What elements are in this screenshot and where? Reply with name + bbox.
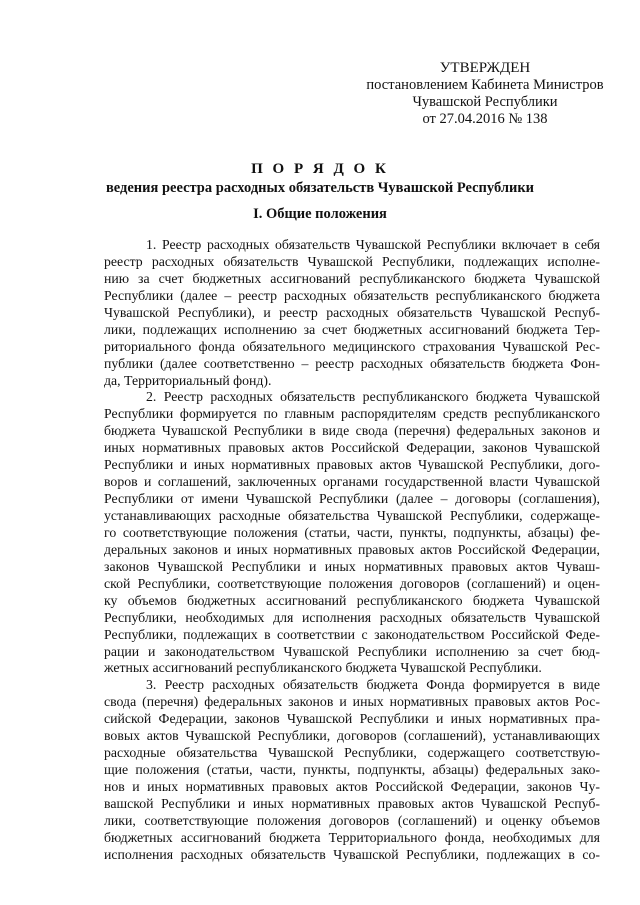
paragraph-line: реестр расходных обязательств Чувашской Республики, подлежащих исполне- (104, 253, 600, 269)
paragraph-line: риториального фонда обязательного медицинского страхования Чувашской Рес- (104, 338, 600, 354)
paragraph-line: Республики и иных нормативных правовых актов Чувашской Республики, дого- (104, 457, 600, 473)
title-main: П О Р Я Д О К (251, 161, 389, 177)
paragraph-line: бюджетных ассигнований бюджета Территориального фонда, необходимых для (104, 829, 600, 845)
paragraph-line: устанавливающих расходные обязательства Чувашской Республики, содержаще- (104, 508, 600, 523)
approval-line: Чувашской Республики (412, 94, 558, 110)
paragraph-line: рации и законодательством Чувашской Республики исполнению за счет бюд- (104, 643, 600, 659)
paragraph-line: Республики, подлежащих в соответствии с законодательством Российской Феде- (104, 626, 600, 642)
paragraph-line: да, Территориальный фонд). (104, 372, 272, 388)
paragraph-line: свода (перечня) федеральных законов и иных нормативных правовых актов Рос- (104, 694, 600, 710)
paragraph-line: Республики, необходимых для исполнения расходных обязательств Чувашской (104, 609, 600, 625)
paragraph-line: сийской Федерации, законов Чувашской Республики и иных нормативных пра- (104, 711, 600, 727)
paragraph-line: Республики от имени Чувашской Республики (далее – договоры (соглашения), (104, 491, 600, 507)
paragraph-line: воров и соглашений, заключенных органами государственной власти Чувашской (104, 474, 600, 490)
paragraph-line: Республики (далее – реестр расходных обязательств республиканского бюджета (104, 287, 600, 303)
document-body (104, 237, 600, 864)
paragraph-line: деральных законов и иных нормативных правовых актов Российской Федерации, (104, 541, 600, 557)
paragraph-line: ской Республики, соответствующие положения договоров (соглашений) и оцен- (104, 575, 600, 591)
paragraph-line: публики (далее соответственно – реестр расходных обязательств бюджета Фон- (104, 355, 600, 371)
approval-line: постановлением Кабинета Министров (366, 77, 604, 93)
paragraph-line: щие положения (статьи, части, пункты, подпункты, абзацы) федеральных зако- (104, 762, 600, 778)
paragraph-line: лики, соответствующие положения договоров (соглашений) и оценку объемов (104, 812, 600, 828)
document-title (80, 160, 560, 198)
approval-block (360, 60, 610, 128)
paragraph-line: бюджета Чувашской Республики в виде свода (перечня) федеральных законов и (104, 423, 600, 439)
paragraph-line: го соответствующие положения (статьи, части, пункты, подпункты, абзацы) фе- (104, 524, 600, 540)
section-title: I. Общие положения (253, 206, 387, 222)
approval-line: от 27.04.2016 № 138 (422, 111, 548, 127)
paragraph-line: ку объемов бюджетных ассигнований республиканского бюджета Чувашской (104, 592, 600, 608)
paragraph-line: иных нормативных правовых актов Российской Федерации, законов Чувашской (104, 440, 600, 456)
paragraph-line: жетных ассигнований республиканского бюджета Чувашской Республики. (104, 660, 542, 676)
paragraph-line: вовых актов Чувашской Республики, договоров (соглашений), устанавливающих (104, 728, 600, 744)
paragraph-line: 3. Реестр расходных обязательств бюджета Фонда формируется в виде (146, 677, 600, 693)
paragraph-line: нов и иных нормативных правовых актов Российской Федерации, законов Чу- (104, 779, 600, 794)
paragraph-line: 2. Реестр расходных обязательств республиканского бюджета Чувашской (146, 389, 600, 405)
paragraph-line: исполнения расходных обязательств Чувашской Республики, подлежащих в со- (104, 846, 600, 862)
paragraph-line: законов Чувашской Республики и иных нормативных правовых актов Чуваш- (104, 558, 600, 574)
approval-heading: УТВЕРЖДЕН (439, 60, 531, 76)
paragraph-line: 1. Реестр расходных обязательств Чувашской Республики включает в себя (146, 237, 600, 252)
paragraph-line: Чувашской Республики), и реестр расходных обязательств Чувашской Респуб- (104, 304, 600, 320)
paragraph-line: нию за счет бюджетных ассигнований республиканского бюджета Чувашской (104, 270, 600, 286)
paragraph-line: вашской Республики и иных нормативных правовых актов Чувашской Респуб- (104, 795, 600, 811)
title-subtitle: ведения реестра расходных обязательств Чувашской Республики (105, 180, 535, 196)
paragraph-line: расходные обязательства Чувашской Республики, содержащего соответствую- (104, 745, 600, 761)
paragraph-line: лики, подлежащих исполнению за счет бюджетных ассигнований бюджета Тер- (104, 321, 600, 337)
paragraph-line: Республики формируется по главным распорядителям средств республиканского (104, 406, 600, 422)
